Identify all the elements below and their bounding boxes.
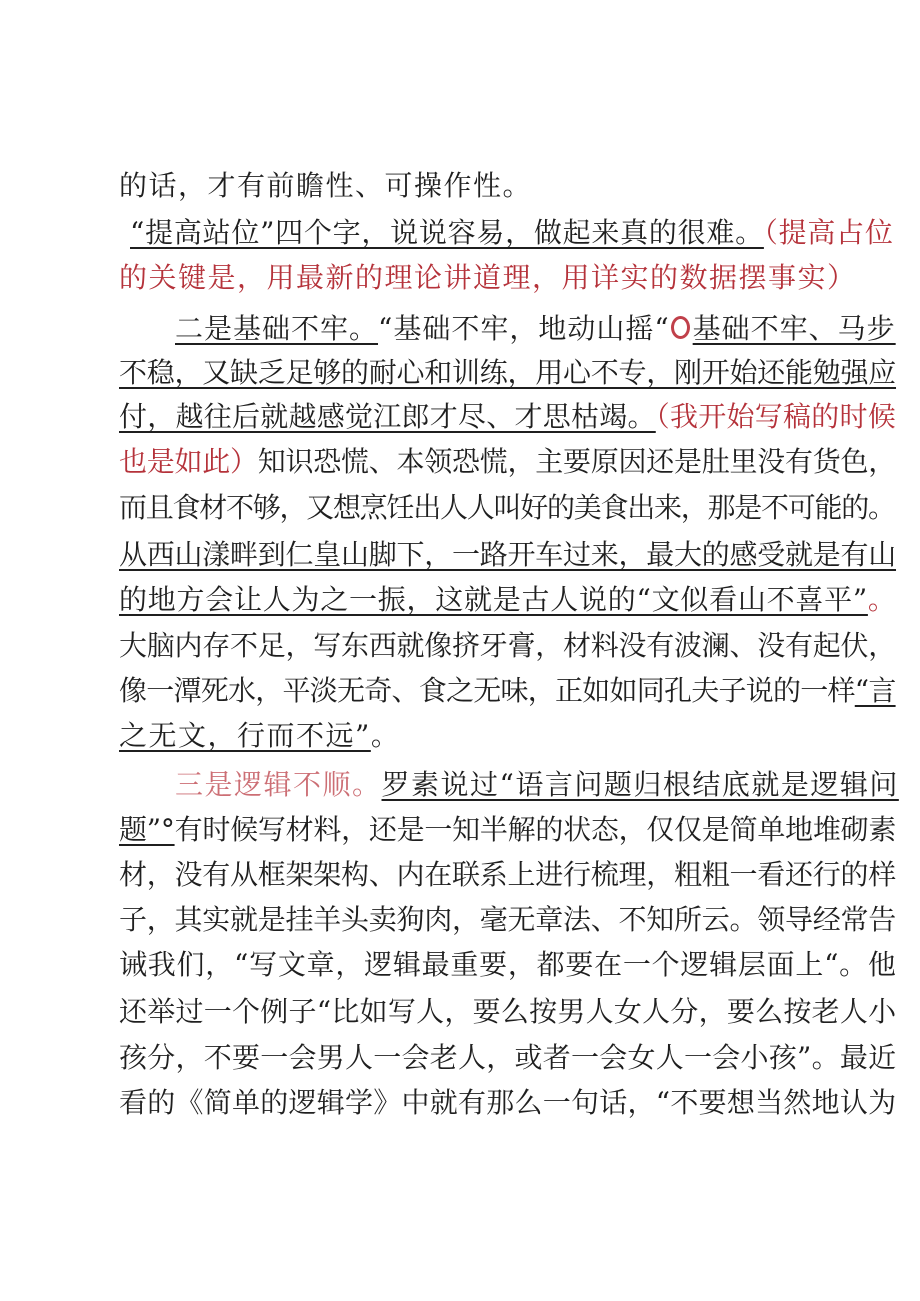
text-line xyxy=(119,166,532,206)
text-line xyxy=(130,213,894,253)
section-heading-line xyxy=(175,765,899,805)
text-line xyxy=(119,716,400,756)
text-span: 大脑内存不足，写东西就像挤牙膏，材料没有波澜、没有起伏， xyxy=(119,629,897,662)
section-heading-line xyxy=(175,309,896,349)
red-note-line xyxy=(119,258,857,298)
text-span: 像一潭死水，平淡无奇、食之无味，正如如同孔夫子说的一样 xyxy=(119,674,855,707)
text-span: 知识恐慌、本领恐慌，主要原因还是肚里没有货色， xyxy=(257,445,897,478)
text-span: 还举过一个例子“比如写人，要么按男人女人分，要么按老人小 xyxy=(119,995,897,1028)
text-span: 有时候写材料，还是一知半解的状态，仅仅是简单地堆砌素 xyxy=(174,813,897,846)
text-line xyxy=(119,397,896,437)
underlined-text: “言 xyxy=(854,674,896,707)
underlined-text: 题”° xyxy=(119,813,175,846)
red-note: 的关键是，用最新的理论讲道理，用详实的数据摆事实） xyxy=(119,261,857,294)
text-line xyxy=(119,442,896,482)
circle-mark-icon xyxy=(671,316,690,339)
text-span: 诫我们，“写文章，逻辑最重要，都要在一个逻辑层面上“。他 xyxy=(119,948,897,981)
underlined-text: 不稳，又缺乏足够的耐心和训练，用心不专，刚开始还能勉强应 xyxy=(119,356,897,389)
text-span: 而且食材不够，又想烹饪出人人叫好的美食出来，那是不可能的。 xyxy=(119,491,895,524)
text-line xyxy=(119,992,896,1032)
text-line xyxy=(119,580,897,620)
text-span: 孩分，不要一会男人一会老人，或者一会女人一会小孩”。最近 xyxy=(119,1041,897,1074)
text-span: 的话，才有前瞻性、可操作性。 xyxy=(119,169,533,202)
text-span: 子，其实就是挂羊头卖狗肉，毫无章法、不知所云。领导经常告 xyxy=(119,903,897,936)
text-span: 。 xyxy=(370,719,401,752)
underlined-text: 罗素说过“语言问题归根结底就是逻辑问 xyxy=(381,768,899,801)
underlined-text: 之无文，行而不远” xyxy=(119,719,371,752)
text-line xyxy=(119,855,896,895)
text-span: 看的《简单的逻辑学》中就有那么一句话，“不要想当然地认为 xyxy=(119,1086,897,1119)
section-heading: 二是基础不牢。 xyxy=(175,312,379,345)
text-line xyxy=(119,626,896,666)
red-note: 也是如此） xyxy=(119,445,258,478)
underlined-text: 基础不牢、马步 xyxy=(692,312,896,345)
text-line xyxy=(119,810,896,850)
text-line xyxy=(119,671,896,711)
text-line xyxy=(119,900,896,940)
text-line xyxy=(119,1038,896,1078)
section-heading: 三是逻辑不顺。 xyxy=(175,768,382,801)
text-line xyxy=(119,1083,896,1123)
text-line xyxy=(119,945,897,985)
red-note: （我开始写稿的时候 xyxy=(655,400,897,433)
text-span: 材，没有从框架架构、内在联系上进行梳理，粗粗一看还行的样 xyxy=(119,858,897,891)
underlined-text: “提高站位”四个字，说说容易，做起来真的很难。 xyxy=(130,216,764,249)
text-line xyxy=(119,488,895,528)
text-line xyxy=(119,535,896,575)
text-line xyxy=(119,353,896,393)
red-note: （提高占位 xyxy=(763,216,894,249)
underlined-text: 的地方会让人为之一振，这就是古人说的“文似看山不喜平” xyxy=(119,583,868,616)
text-span: “基础不牢，地动山摇“ xyxy=(378,312,670,345)
underlined-text: 从西山漾畔到仁皇山脚下，一路开车过来，最大的感受就是有山 xyxy=(119,538,897,571)
underlined-text: 付，越往后就越感觉江郎才尽、才思枯竭。 xyxy=(119,400,656,433)
red-note: 。 xyxy=(867,583,897,616)
